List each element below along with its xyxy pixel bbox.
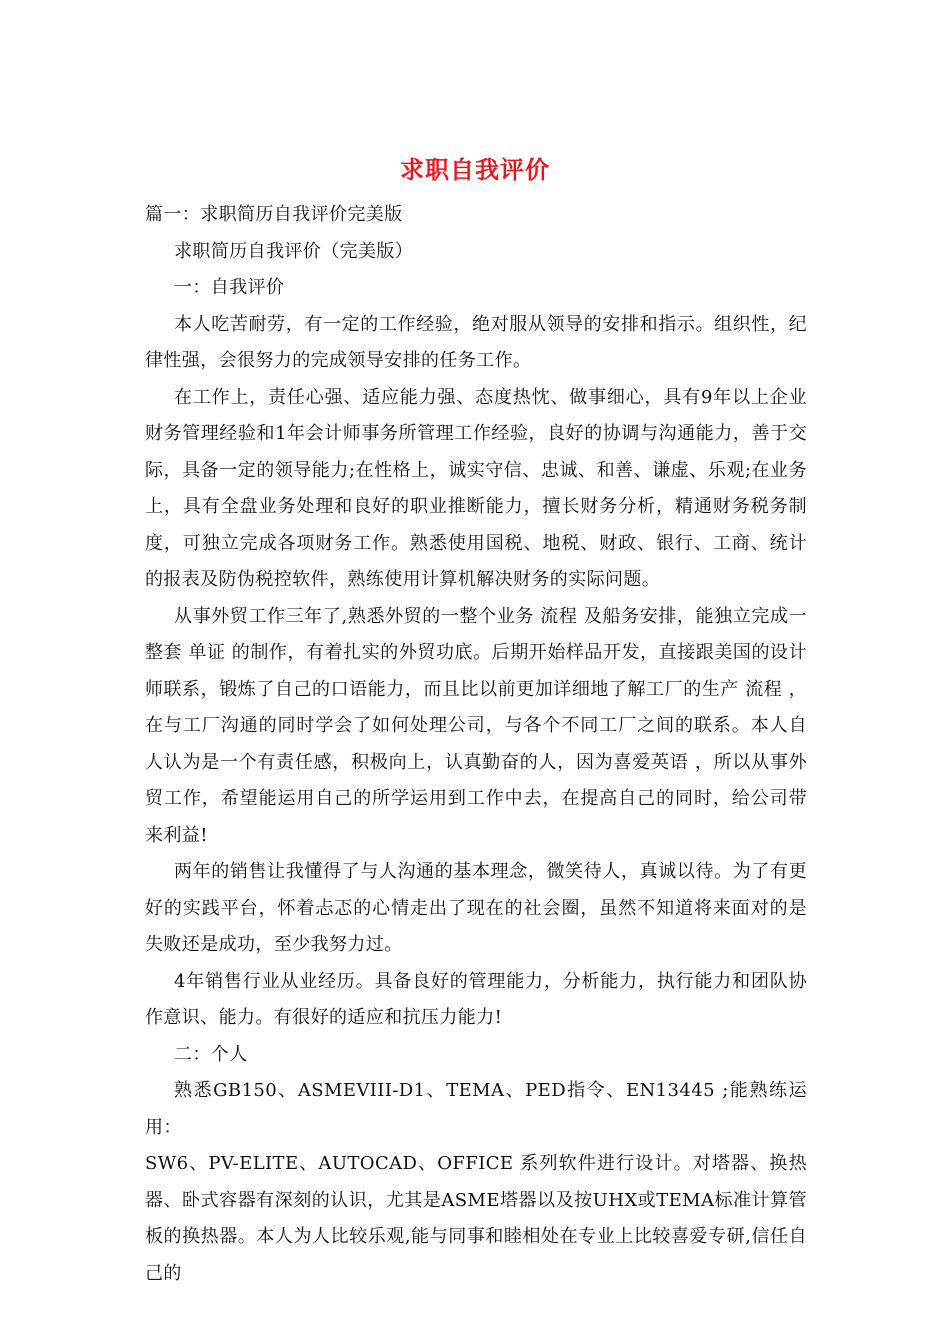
paragraph: 4年销售行业从业经历。具备良好的管理能力，分析能力，执行能力和团队协作意识、能力。有很好的适应和抗压力能力! — [145, 970, 807, 1028]
section-heading-self-evaluation: 一：自我评价 — [174, 277, 285, 298]
document-body — [145, 197, 807, 1292]
paragraph: 两年的销售让我懂得了与人沟通的基本理念，微笑待人，真诚以待。为了有更好的实践平台，怀着忐忑的心情走出了现在的社会圈，虽然不知道将来面对的是失败还是成功，至少我努力过。 — [145, 861, 807, 955]
document-title: 求职自我评价 — [400, 155, 550, 184]
document-subtitle: 求职简历自我评价（完美版） — [174, 240, 414, 262]
paragraph: 在工作上，责任心强、适应能力强、态度热忱、做事细心，具有9年以上企业财务管理经验和1年会计师事务所管理工作经验，良好的协调与沟通能力，善于交际，具备一定的领导能力;在性格上，诚实守信、忠诚、和善、谦虚、乐观;在业务上，具有全盘业务处理和良好的职业推断能力，擅长财务分析，精通财务税务制度，可独立完成各项财务工作。熟悉使用国税、地税、财政、银行、工商、统计的报表及防伪税控软件，熟练使用计算机解决财务的实际问题。 — [145, 386, 807, 590]
section-heading-personal: 二：个人 — [174, 1043, 248, 1065]
paragraph: 本人吃苦耐劳，有一定的工作经验，绝对服从领导的安排和指示。组织性，纪律性强，会很努力的完成领导安排的任务工作。 — [145, 313, 807, 371]
paragraph: 熟悉GB150、ASMEVIII-D1、TEMA、PED指令、EN13445 ;能熟练运用： — [145, 1080, 807, 1138]
paragraph: 从事外贸工作三年了,熟悉外贸的一整个业务 流程 及船务安排，能独立完成一整套 单证 的制作，有着扎实的外贸功底。后期开始样品开发，直接跟美国的设计师联系，锻炼了自己的口语能力，而且比以前更加详细地了解工厂的生产 流程 ，在与工厂沟通的同时学会了如何处理公司，与各个不同工厂之间的联系。本人自人认为是一个有责任感，积极向上，认真勤奋的人，因为喜爱英语 ，所以从事外贸工作，希望能运用自己的所学运用到工作中去，在提高自己的同时，给公司带来利益! — [145, 605, 807, 846]
paragraph: SW6、PV-ELITE、AUTOCAD、OFFICE 系列软件进行设计。对塔器、换热器、卧式容器有深刻的认识，尤其是ASME塔器以及按UHX或TEMA标准计算管板的换热器。本人为人比较乐观,能与同事和睦相处在专业上比较喜爱专研,信任自己的 — [145, 1153, 807, 1284]
part-heading: 篇一：求职简历自我评价完美版 — [145, 204, 403, 225]
